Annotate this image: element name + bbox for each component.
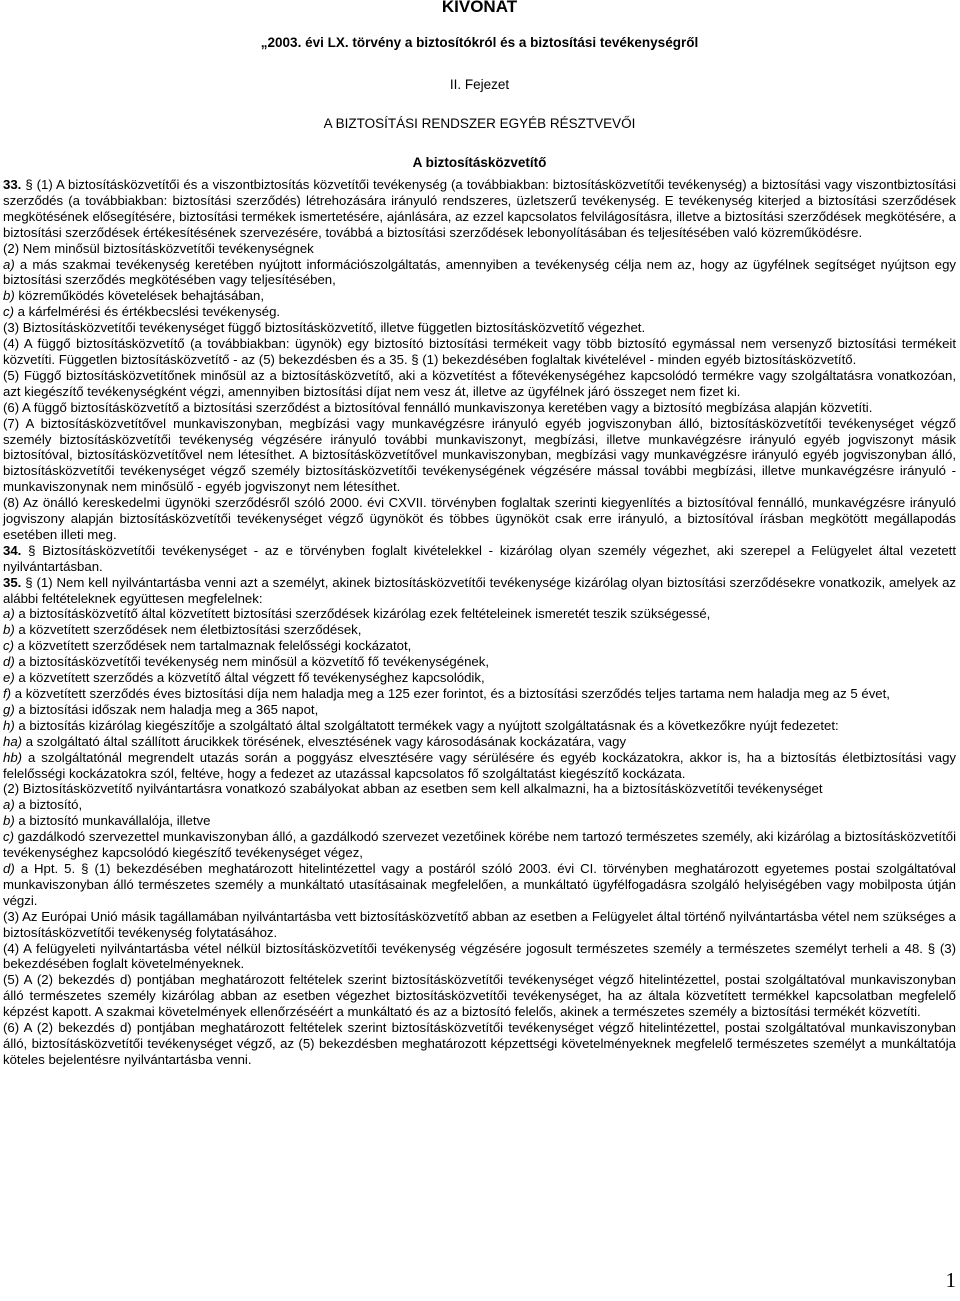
paragraph (3, 257, 956, 289)
paragraph-text: (5) A (2) bekezdés d) pontjában meghatározott feltételek szerint biztosításközvetítői tevékenységet végző hitelintézettel, postai szolgáltatóval munkaviszonyban álló természetes személy kizárólag abban az esetben végezhet biztosításközvetítői tevékenységet, ha az általa közvetített termékkel kapcsolatban megfelelő képzést kapott. A szakmai követelmények ellenőrzéséért a munkáltató és az a biztosító felelős, akinek a természetes személy a biztosítási termékét közvetíti. (3, 972, 956, 1020)
section-heading: A biztosításközvetítő (412, 155, 547, 170)
paragraph-text: (8) Az önálló kereskedelmi ügynöki szerződésről szóló 2000. évi CXVII. törvényben foglaltak szerinti kiegyenlítés a biztosítóval fennálló, munkavégzésre irányuló jogviszony alapján biztosításközvetítői tevékenységet végző ügynököt és többes ügynököt csak erre irányuló, a biztosítóval írásban megkötött megállapodás esetében illeti meg. (3, 495, 956, 542)
section-number: 33. (3, 177, 22, 192)
paragraph-text: a biztosító munkavállalója, illetve (14, 813, 211, 829)
paragraph (3, 797, 956, 813)
point-letter: c) (3, 829, 14, 845)
paragraph-text: a biztosításközvetítői tevékenység nem minősül a közvetítő fő tevékenységének, (14, 654, 490, 670)
paragraph-text: (4) A felügyeleti nyilvántartásba vétel nélkül biztosításközvetítői tevékenység végzésére jogosult természetes személy a természetes személyt terheli a 48. § (3) bekezdésében foglalt követelményeknek. (3, 940, 956, 972)
paragraph (3, 702, 956, 718)
point-letter: d) (3, 860, 15, 876)
paragraph-text: a közvetített szerződés éves biztosítási díja nem haladja meg a 125 ezer forintot, és a biztosítási szerződés teljes tartama nem haladja meg az 5 évet, (11, 686, 890, 701)
part-heading: A BIZTOSÍTÁSI RENDSZER EGYÉB RÉSZTVEVŐI (323, 116, 636, 131)
point-letter: d) (3, 654, 15, 670)
law-title: „2003. évi LX. törvény a biztosítókról és a biztosítási tevékenységről (260, 35, 699, 50)
paragraph-text: (7) A biztosításközvetítővel munkaviszonyban, megbízási vagy munkavégzésre irányuló egyéb jogviszonyban álló, biztosításközvetítői tevékenységet végző személy biztosításközvetítői tevékenység végzésére irányuló további munkaviszonyt, megbízási, illetve munkavégzésre irányuló egyéb jogviszonyt másik biztosítóval, biztosításközvetítővel nem létesíthet. A biztosításközvetítővel munkaviszonyban, megbízási vagy munkavégzésre irányuló egyéb jogviszonyban álló, biztosításközvetítői tevékenységet végző személy biztosításközvetítői tevékenységének végzésére mással további megbízási, illetve munkavégzésre irányuló - munkaviszonynak nem minősülő - egyéb jogviszonyt nem létesíthet. (3, 415, 956, 495)
paragraph (3, 718, 956, 734)
paragraph (3, 543, 956, 575)
paragraph (3, 304, 956, 320)
point-letter: hb) (3, 749, 23, 765)
paragraph (3, 416, 956, 496)
paragraph (3, 686, 956, 702)
paragraph (3, 622, 956, 638)
paragraph (3, 320, 956, 336)
paragraph-text: a szolgáltató által szállított árucikkek törésének, elvesztésének vagy károsodásának kockázatára, vagy (22, 733, 627, 749)
point-letter: f) (3, 686, 12, 701)
paragraph-text: a más szakmai tevékenység keretében nyújtott információszolgáltatás, amennyiben a tevékenység célja nem az, hogy az ügyfélnek segítséget nyújtson egy biztosítási szerződés megkötésében vagy teljesítésében, (3, 256, 956, 288)
document-title: KIVONAT (441, 0, 518, 16)
paragraph-text: a közvetített szerződés a közvetítő által végzett fő tevékenységhez kapcsolódik, (14, 670, 485, 686)
chapter-heading: II. Fejezet (449, 77, 510, 92)
point-letter: c) (3, 304, 14, 320)
paragraph-text: a kárfelmérési és értékbecslési tevékenység. (14, 304, 281, 320)
paragraph (3, 336, 956, 368)
paragraph-text: (2) Biztosításközvetítő nyilvántartásra vonatkozó szabályokat abban az esetben sem kell alkalmazni, ha a biztosításközvetítői tevékenységet (3, 781, 823, 797)
paragraph (3, 941, 956, 973)
point-letter: e) (3, 670, 15, 686)
page-number: 1 (945, 1268, 956, 1292)
point-letter: b) (3, 813, 15, 829)
paragraph (3, 972, 956, 1020)
paragraph-text: (6) A függő biztosításközvetítő a biztosítási szerződést a biztosítóval fennálló munkaviszonya keretében vagy a biztosító megbízása alapján közvetíti. (3, 399, 873, 415)
point-letter: a) (3, 606, 15, 622)
paragraph-text: a Hpt. 5. § (1) bekezdésében meghatározott hitelintézettel vagy a postáról szóló 2003. évi CI. törvényben meghatározott egyetemes postai szolgáltatóval munkaviszonyban álló természetes személy a munkáltató utasításainak megfelelően, a munkáltató ügyfélfogadásra szolgáló helyiségében vagy mobilposta útján végzi. (3, 860, 956, 908)
paragraph (3, 495, 956, 543)
paragraph-text: § Biztosításközvetítői tevékenységet - az e törvényben foglalt kivételekkel - kizárólag olyan személy végezhet, aki szerepel a Felügyelet által vezetett nyilvántartásban. (3, 542, 956, 574)
paragraph-text: § (1) Nem kell nyilvántartásba venni azt a személyt, akinek biztosításközvetítői tevékenysége kizárólag olyan biztosítási szerződésekre vonatkozik, amelyek az alábbi feltételeknek együttesen megfelelnek: (3, 574, 956, 606)
paragraph-text: (6) A (2) bekezdés d) pontjában meghatározott feltételek szerint biztosításközvetítői tevékenységet végző hitelintézettel, postai szolgáltatóval munkaviszonyban álló, biztosításközvetítői tevékenységet végző, az (5) bekezdésben meghatározott képzettségi követelményeknek megfelelő természetes személyt a munkáltatója köteles bejelentésre nyilvántartásba venni. (3, 1020, 956, 1067)
section-number: 35. (3, 574, 22, 590)
point-letter: b) (3, 622, 15, 638)
paragraph (3, 670, 956, 686)
point-letter: h) (3, 717, 15, 733)
paragraph (3, 734, 956, 750)
paragraph (3, 288, 956, 304)
point-letter: b) (3, 288, 15, 304)
paragraph-text: a szolgáltatónál megrendelt utazás során a poggyász elvesztésére vagy sérülésére és egyéb kockázatokra, akkor is, ha a biztosítás életbiztosítási vagy felelősségi kockázatokra szól, feltéve, hogy a fedezet az utazással kapcsolatos fő szolgáltatást kiegészítő kockázata. (3, 749, 956, 781)
paragraph-text: a biztosító, (14, 797, 83, 813)
paragraph-text: (4) A függő biztosításközvetítő (a továbbiakban: ügynök) egy biztosító biztosítási termékeit vagy több biztosító egymással nem versenyző biztosítási termékeit közvetíti. Független biztosításközvetítő - az (5) bekezdésben és a 35. § (1) bekezdésében foglaltak kivételével - minden egyéb biztosításközvetítő. (3, 336, 956, 367)
paragraph (3, 813, 956, 829)
paragraph (3, 654, 956, 670)
paragraph (3, 606, 956, 622)
paragraph (3, 750, 956, 782)
paragraph (3, 400, 956, 416)
document-page (3, 0, 956, 171)
paragraph-text: közreműködés követelések behajtásában, (14, 288, 264, 304)
paragraph-text: gazdálkodó szervezettel munkaviszonyban álló, a gazdálkodó szervezet vezetőinek körébe nem tartozó természetes személy, aki kizárólag a biztosításközvetítői tevékenységhez kapcsolódó kiegészítő tevékenységet végez, (3, 829, 956, 861)
paragraph-text: (3) Az Európai Unió másik tagállamában nyilvántartásba vett biztosításközvetítő abban az esetben a Felügyelet által történő nyilvántartásba vétel nem szükséges a biztosításközvetítői tevékenység folytatásához. (3, 908, 956, 940)
paragraph-text: a biztosításközvetítő által közvetített biztosítási szerződések kizárólag ezek feltételeinek ismeretét teszik szükségessé, (14, 606, 711, 622)
paragraph (3, 829, 956, 861)
paragraph-text: a biztosítási időszak nem haladja meg a 365 napot, (14, 701, 319, 717)
paragraph (3, 575, 956, 607)
document-body (3, 177, 956, 1068)
paragraph (3, 861, 956, 909)
paragraph (3, 1020, 956, 1068)
paragraph-text: (2) Nem minősül biztosításközvetítői tevékenységnek (3, 240, 314, 256)
paragraph-text: a biztosítás kizárólag kiegészítője a szolgáltató által szolgáltatott termékek vagy a nyújtott szolgáltatásnak és a következőkre nyújt fedezetet: (14, 717, 839, 733)
paragraph-text: (5) Függő biztosításközvetítőnek minősül az a biztosításközvetítő, aki a közvetítést a főtevékenységéhez kapcsolódó termékre vagy szolgáltatásra vonatkozóan, azt kiegészítő tevékenységként végzi, amennyiben biztosítási díjat nem vesz át, illetve az ügyfélnek járó összeget nem fizet ki. (3, 367, 956, 399)
paragraph (3, 909, 956, 941)
paragraph (3, 177, 956, 241)
section-number: 34. (3, 542, 22, 558)
point-letter: ha) (3, 733, 23, 749)
paragraph (3, 368, 956, 400)
paragraph-text: (3) Biztosításközvetítői tevékenységet függő biztosításközvetítő, illetve független biztosításközvetítő végezhet. (3, 320, 646, 336)
paragraph (3, 781, 956, 797)
paragraph (3, 241, 956, 257)
point-letter: g) (3, 701, 15, 717)
paragraph (3, 638, 956, 654)
paragraph-text: a közvetített szerződések nem életbiztosítási szerződések, (14, 622, 362, 638)
point-letter: a) (3, 256, 15, 272)
point-letter: c) (3, 638, 14, 654)
paragraph-text: a közvetített szerződések nem tartalmaznak felelősségi kockázatot, (14, 638, 412, 654)
paragraph-text: § (1) A biztosításközvetítői és a viszontbiztosítás közvetítői tevékenység (a továbbiakban: biztosításközvetítői tevékenység) a biztosítási vagy viszontbiztosítási szerződés (a továbbiakban: biztosítási szerződés) létrehozására irányuló rendszeres, üzletszerű tevékenység. E tevékenység kiterjed a biztosítási szerződések megkötésének elősegítésére, biztosítási termékek ismertetésére, ajánlására, az ezzel kapcsolatos felvilágosításra, illetve a biztosítási szerződések megkötésére, a biztosítási szerződések értékesítésének szervezésére, továbbá a biztosítási szerződések lebonyolításában és teljesítésében való közreműködésre. (3, 177, 956, 240)
point-letter: a) (3, 797, 15, 813)
